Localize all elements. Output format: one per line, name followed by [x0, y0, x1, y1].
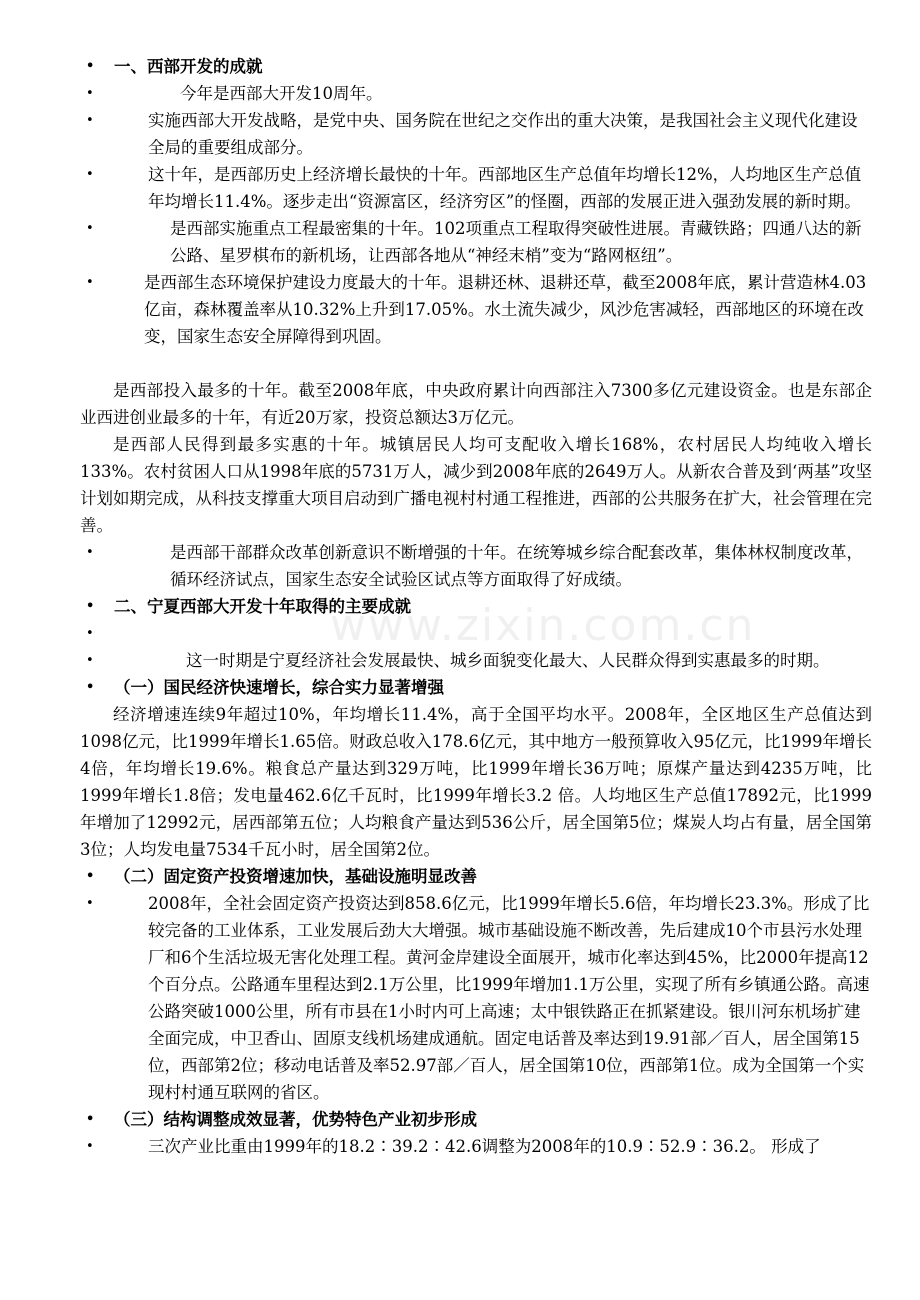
body-paragraph: 是西部人民得到最多实惠的十年。城镇居民人均可支配收入增长168%，农村居民人均纯收入增长133%。农村贫困人口从1998年底的5731万人，减少到2008年底的2649万人。从新农合普及到‘两基”攻坚计划如期完成，从科技支撑重大项目启动到广播电视村村通工程推进，西部的公共服务在扩大，社会管理在完善。: [80, 435, 872, 535]
item-text: 这十年，是西部历史上经济增长最快的十年。西部地区生产总值年均增长12%，人均地区生产总值年均增长11.4%。逐步走出“资源富区，经济穷区”的怪圈，西部的发展正进入强劲发展的新时期。: [148, 165, 862, 211]
bullet-item: [0, 539, 920, 593]
section-heading: [0, 53, 920, 80]
bullet-icon: •: [86, 653, 94, 668]
bullet-item: [0, 890, 920, 1106]
item-text: （二）固定资产投资增速加快，基础设施明显改善: [114, 867, 477, 886]
bullet-item: [0, 269, 920, 350]
item-text: 一、西部开发的成就: [114, 57, 263, 76]
section-one: [0, 53, 920, 1160]
bullet-item: [0, 107, 920, 161]
bullet-icon: •: [86, 113, 94, 128]
item-text: 这一时期是宁夏经济社会发展最快、城乡面貌变化最大、人民群众得到实惠最多的时期。: [186, 651, 830, 670]
bullet-icon: •: [86, 86, 94, 101]
bullet-item: [0, 215, 920, 269]
item-text: [114, 620, 872, 647]
item-text: 2008年，全社会固定资产投资达到858.6亿元，比1999年增长5.6倍，年均增长23.3%。形成了比较完备的工业体系，工业发展后劲大大增强。城市基础设施不断改善，先后建成10个市县污水处理厂和6个生活垃圾无害化处理工程。黄河金岸建设全面展开，城市化率达到45%，比2000年提高12个百分点。公路通车里程达到2.1万公里，比1999年增加1.1万公里，实现了所有乡镇通公路。高速公路突破1000公里，所有市县在1小时内可上高速；太中银铁路正在抓紧建设。银川河东机场扩建全面完成，中卫香山、固原支线机场建成通航。固定电话普及率达到19.91部／百人，居全国第15位，西部第2位；移动电话普及率52.97部／百人，居全国第10位，西部第1位。成为全国第一个实现村村通互联网的省区。: [148, 894, 870, 1102]
body-paragraph: 经济增速连续9年超过10%，年均增长11.4%，高于全国平均水平。2008年，全区地区生产总值达到1098亿元，比1999年增长1.65倍。财政总收入178.6亿元，其中地方一般预算收入95亿元，比1999年增长4倍，年均增长19.6%。粮食总产量达到329万吨，比1999年增长36万吨；原煤产量达到4235万吨，比1999年增长1.8倍；发电量462.6亿千瓦时，比1999年增长3.2 倍。人均地区生产总值17892元，比1999年增加了12992元，居西部第五位；人均粮食产量达到536公斤，居全国第5位；煤炭人均占有量，居全国第3位；人均发电量7534千瓦小时，居全国第2位。: [80, 705, 872, 859]
body-paragraph: 是西部投入最多的十年。截至2008年底，中央政府累计向西部注入7300多亿元建设资金。也是东部企业西进创业最多的十年，有近20万家，投资总额达3万亿元。: [80, 381, 872, 427]
bullet-icon: •: [86, 680, 95, 695]
item-text: （一）国民经济快速增长，综合实力显著增强: [114, 678, 444, 697]
item-text: 是西部生态环境保护建设力度最大的十年。退耕还林、退耕还草，截至2008年底，累计营造林4.03亿亩，森林覆盖率从10.32%上升到17.05%。水土流失减少，风沙危害减轻，西部地区的环境在改变，国家生态安全屏障得到巩固。: [144, 273, 867, 346]
item-text: 实施西部大开发战略，是党中央、国务院在世纪之交作出的重大决策，是我国社会主义现代化建设全局的重要组成部分。: [148, 111, 858, 157]
bullet-icon: •: [86, 626, 94, 641]
bullet-item: [0, 1133, 920, 1160]
bullet-icon: •: [86, 275, 94, 290]
item-text: （三）结构调整成效显著，优势特色产业初步形成: [114, 1110, 477, 1129]
section-heading: [0, 674, 920, 701]
item-text: 今年是西部大开发10周年。: [180, 84, 383, 103]
bullet-icon: •: [86, 59, 95, 74]
bullet-item: [0, 161, 920, 215]
bullet-icon: •: [86, 1139, 94, 1154]
watermark: www.zixin.com.cn: [330, 600, 756, 651]
item-text: 是西部干部群众改革创新意识不断增强的十年。在统筹城乡综合配套改革，集体林权制度改革，循环经济试点，国家生态安全试验区试点等方面取得了好成绩。: [170, 543, 863, 589]
spacer: [0, 350, 920, 377]
bullet-item: [0, 620, 920, 647]
bullet-item: [0, 80, 920, 107]
section-heading: [0, 593, 920, 620]
bullet-icon: •: [86, 167, 94, 182]
bullet-icon: •: [86, 869, 95, 884]
bullet-icon: •: [86, 221, 94, 236]
bullet-item: [0, 647, 920, 674]
bullet-icon: •: [86, 1112, 95, 1127]
item-text: 是西部实施重点工程最密集的十年。102项重点工程取得突破性进展。青藏铁路；四通八达的新公路、星罗棋布的新机场，让西部各地从“神经末梢”变为“路网枢纽”。: [170, 219, 862, 265]
bullet-icon: •: [86, 896, 94, 911]
section-heading: [0, 863, 920, 890]
bullet-icon: •: [86, 599, 95, 614]
bullet-icon: •: [86, 545, 94, 560]
item-text: 三次产业比重由1999年的18.2∶39.2∶42.6调整为2008年的10.9∶52.9∶36.2。 形成了: [148, 1137, 821, 1156]
section-heading: [0, 1106, 920, 1133]
item-text: 二、宁夏西部大开发十年取得的主要成就: [114, 597, 411, 616]
